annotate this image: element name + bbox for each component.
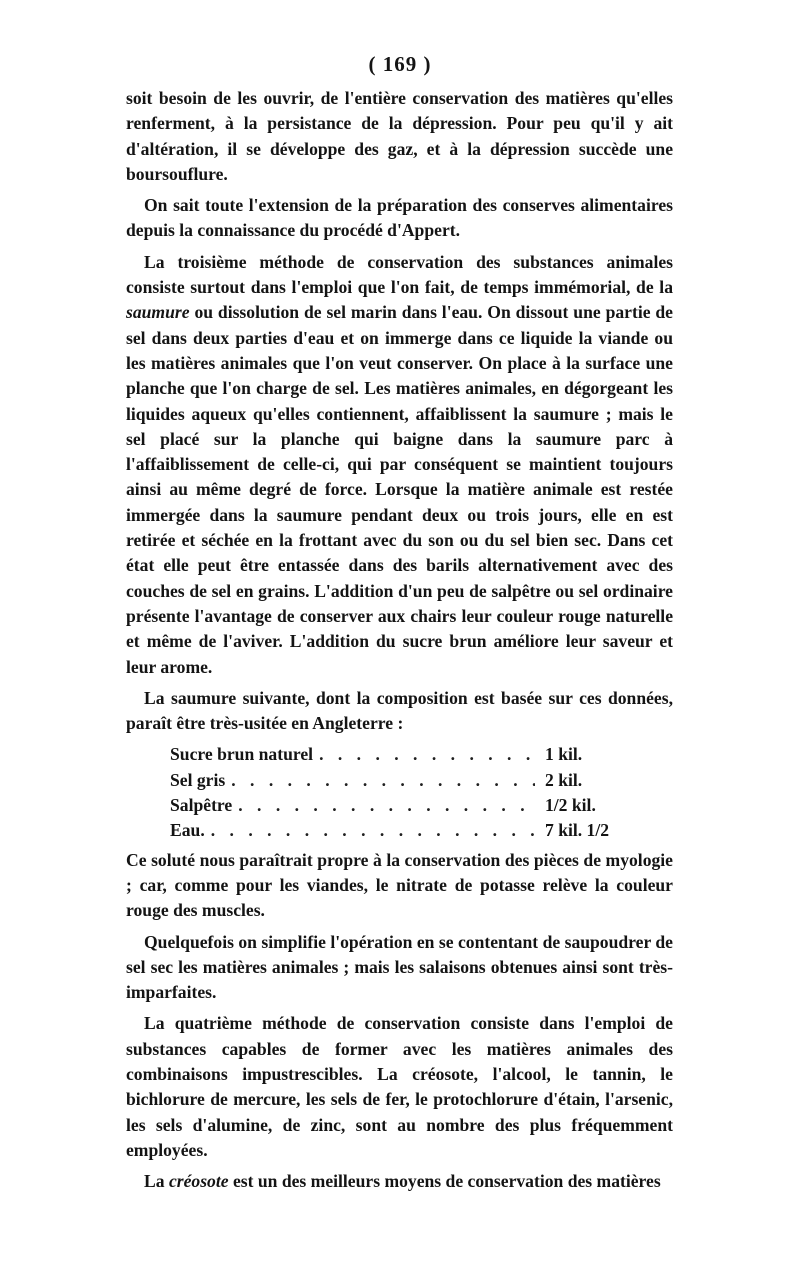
recipe-row	[170, 742, 673, 767]
paragraph-third-method	[126, 250, 673, 680]
paragraph-myology: Ce soluté nous paraîtrait propre à la conservation des pièces de myologie ; car, comme pour les viandes, le nitrate de potasse relève la couleur rouge des muscles.	[126, 849, 673, 921]
ingredient-quantity: 2 kil.	[545, 769, 583, 790]
brine-recipe	[126, 742, 673, 843]
dot-leader	[211, 818, 535, 843]
ingredient-name: Eau.	[170, 820, 205, 841]
dot-leader	[231, 768, 535, 793]
page-body	[126, 86, 673, 1200]
term-saumure: saumure	[126, 302, 190, 323]
text-run: ou dissolution de sel marin dans l'eau. On dissout une partie de sel dans deux parties d'eau et on immerge dans ce liquide la viande ou les matières animales que l'on veut conserver. On place à la surface une planche que l'on charge de sel. Les matières animales, en dégorgeant les liquides aqueux qu'elles contiennent, affaiblissent la saumure ; mais le sel placé sur la planche qui baigne dans la saumure parc à l'affaiblissement de celle-ci, qui par conséquent se maintient toujours ainsi au même degré de force. Lorsque la matière animale est restée immergée dans la saumure pendant deux ou trois jours, elle en est retirée et séchée en la frottant avec du son ou du sel bien sec. Dans cet état elle peut être entassée dans des barils alternativement avec des couches de sel en grains. L'addition d'un peu de salpêtre ou sel ordinaire présente l'avantage de conserver aux chairs leur couleur rouge naturelle et même de l'aviver. L'addition du sucre brun améliore leur saveur et leur arome.	[126, 302, 673, 677]
ingredient-quantity: 7 kil. 1/2	[545, 820, 610, 841]
paragraph-dry-salting: Quelquefois on simplifie l'opération en se contentant de saupoudrer de sel sec les matières animales ; mais les salaisons obtenues ainsi sont très-imparfaites.	[126, 931, 673, 1003]
text-run: La	[144, 1171, 169, 1192]
ingredient-quantity: 1/2 kil.	[545, 795, 596, 816]
recipe-row	[170, 818, 673, 843]
paragraph-recipe-intro: La saumure suivante, dont la composition est basée sur ces données, paraît être très-usitée en Angleterre :	[126, 687, 673, 734]
page-number: ( 169 )	[368, 52, 432, 76]
paragraph-fourth-method: La quatrième méthode de conservation consiste dans l'emploi de substances capables de former avec les matières animales des combinaisons impustrescibles. La créosote, l'alcool, le tannin, le bichlorure de mercure, les sels de fer, le protochlorure d'étain, l'arsenic, les sels d'alumine, de zinc, sont au nombre des plus fréquemment employées.	[126, 1013, 673, 1160]
ingredient-name: Sel gris	[170, 769, 226, 790]
paragraph-creosote	[126, 1169, 673, 1194]
paragraph-appert: On sait toute l'extension de la préparation des conserves alimentaires depuis la connaissance du procédé d'Appert.	[126, 195, 673, 241]
text-run: La troisième méthode de conservation des substances animales consiste surtout dans l'emploi que l'on fait, de temps immémorial, de la	[126, 251, 673, 298]
ingredient-name: Sucre brun naturel	[170, 744, 314, 765]
dot-leader	[319, 742, 535, 767]
term-creosote: créosote	[168, 1171, 229, 1192]
recipe-row	[170, 768, 673, 793]
ingredient-name: Salpêtre	[170, 795, 233, 816]
text-run: est un des meilleurs moyens de conservation des matières	[228, 1171, 661, 1192]
dot-leader	[238, 793, 535, 818]
paragraph-continuation: soit besoin de les ouvrir, de l'entière conservation des matières qu'elles renferment, à la persistance de la dépression. Pour peu qu'il y ait d'altération, il se développe des gaz, et à la dépression succède une boursouflure.	[126, 88, 673, 184]
recipe-row	[170, 793, 673, 818]
ingredient-quantity: 1 kil.	[545, 744, 583, 765]
